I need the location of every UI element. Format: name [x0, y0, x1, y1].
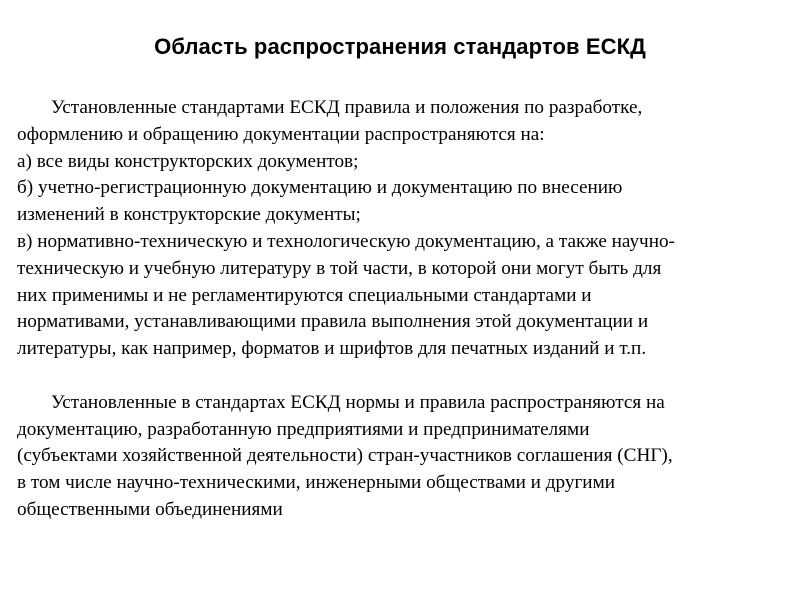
paragraph-2-line: в том числе научно-техническими, инженерными обществами и другими: [17, 472, 615, 494]
list-item-c-continued: литературы, как например, форматов и шрифтов для печатных изданий и т.п.: [17, 338, 647, 360]
paragraph-1-line: Установленные стандартами ЕСКД правила и положения по разработке,: [51, 97, 643, 118]
slide-body: [17, 95, 797, 524]
paragraph-2-line: (субъектами хозяйственной деятельности) стран-участников соглашения (СНГ),: [17, 445, 673, 467]
paragraph-1-line: оформлению и обращению документации распространяются на:: [17, 123, 545, 145]
list-item-c-continued: них применимы и не регламентируются специальными стандартами и: [17, 284, 592, 306]
list-item-c-continued: нормативами, устанавливающими правила выполнения этой документации и: [17, 311, 649, 333]
list-item-c-continued: техническую и учебную литературу в той части, в которой они могут быть для: [17, 257, 662, 279]
paragraph-2-line: Установленные в стандартах ЕСКД нормы и правила распространяются на: [51, 391, 665, 413]
paragraph-2-line: общественными объединениями: [17, 498, 283, 520]
paragraph-2-line: документацию, разработанную предприятиями и предпринимателями: [17, 418, 590, 440]
list-item-c: в) нормативно-техническую и технологическую документацию, а также научно-: [17, 230, 675, 252]
slide-title: Область распространения стандартов ЕСКД: [154, 34, 646, 59]
paragraph-gap: [17, 363, 797, 390]
list-item-a: а) все виды конструкторских документов;: [17, 150, 359, 172]
list-item-b: б) учетно-регистрационную документацию и документацию по внесению: [17, 177, 623, 199]
list-item-b-continued: изменений в конструкторские документы;: [17, 204, 361, 226]
